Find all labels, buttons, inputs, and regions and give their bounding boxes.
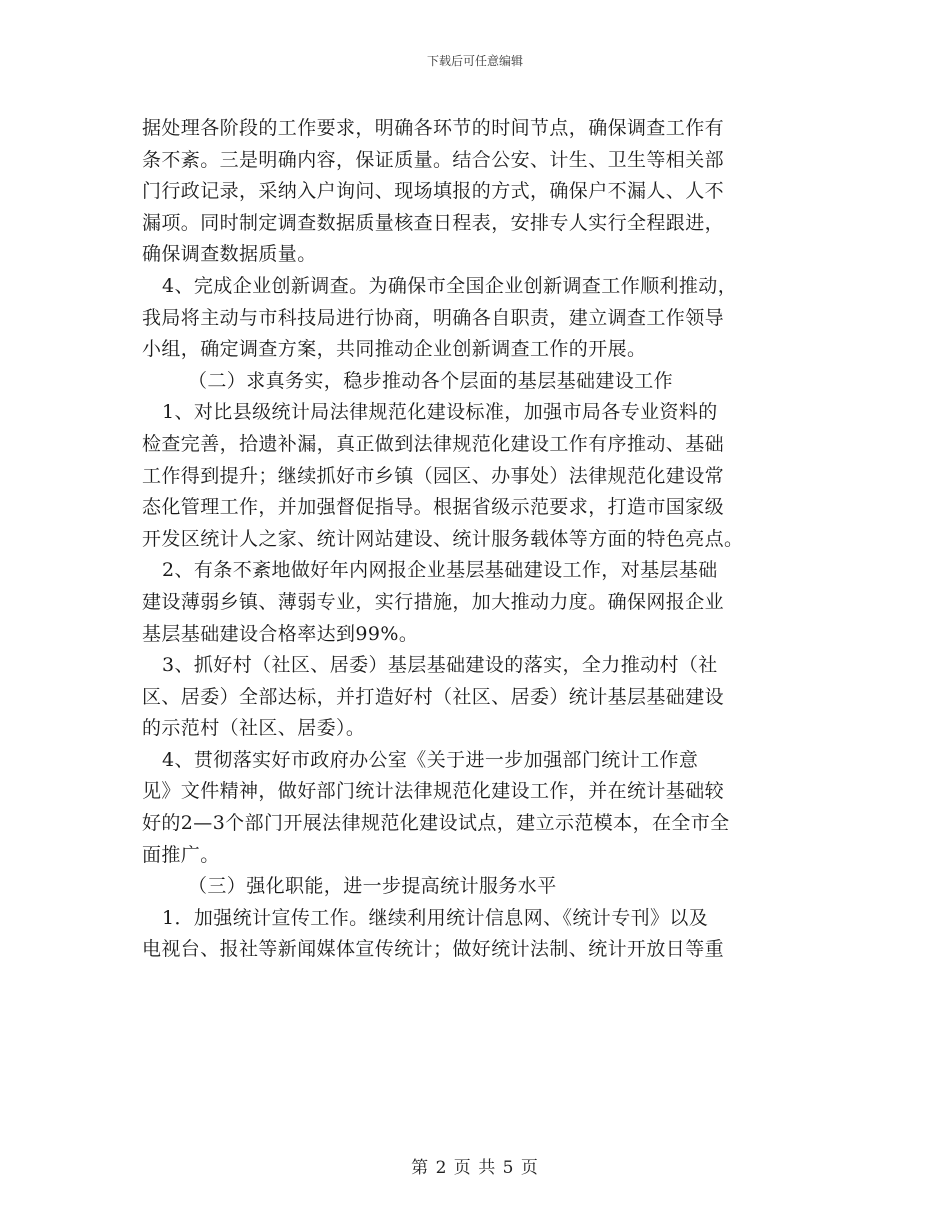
text-line: 态化管理工作，并加强督促指导。根据省级示范要求，打造市国家级: [142, 496, 725, 519]
text-line: 据处理各阶段的工作要求，明确各环节的时间节点，确保调查工作有: [142, 117, 725, 139]
text-line: 4、贯彻落实好市政府办公室《关于进一步加强部门统计工作意: [162, 748, 699, 771]
text-line: 门行政记录，采纳入户询问、现场填报的方式，确保户不漏人、人不: [142, 180, 725, 203]
text-line: 3、抓好村（社区、居委）基层基础建设的落实，全力推动村（社: [162, 654, 718, 677]
text-line: 小组，确定调查方案，共同推动企业创新调查工作的开展。: [142, 338, 647, 361]
text-line: 面推广。: [142, 843, 220, 866]
text-line: 见》文件精神，做好部门统计法律规范化建设工作，并在统计基础较: [142, 780, 725, 803]
text-line: 电视台、报社等新闻媒体宣传统计；做好统计法制、统计开放日等重: [142, 938, 725, 961]
text-line: （三）强化职能，进一步提高统计服务水平: [188, 875, 557, 898]
text-line: 好的2—3个部门开展法律规范化建设试点，建立示范模本，在全市全: [142, 812, 730, 835]
page-header: 下载后可任意编辑: [426, 54, 523, 68]
text-line: （二）求真务实，稳步推动各个层面的基层基础建设工作: [188, 369, 674, 392]
text-line: 我局将主动与市科技局进行协商，明确各自职责，建立调查工作领导: [142, 306, 725, 329]
text-line: 的示范村（社区、居委）。: [142, 717, 366, 740]
text-line: 区、居委）全部达标，并打造好村（社区、居委）统计基层基础建设: [142, 685, 725, 708]
text-line: 1、对比县级统计局法律规范化建设标准，加强市局各专业资料的: [162, 401, 718, 424]
text-line: 确保调查数据质量。: [142, 243, 317, 266]
document-body: [142, 113, 832, 966]
page-footer: 第 2 页 共 5 页: [411, 1158, 539, 1178]
text-line: 基层基础建设合格率达到99%。: [142, 622, 419, 645]
text-line: 开发区统计人之家、统计网站建设、统计服务载体等方面的特色亮点。: [142, 527, 744, 550]
text-line: 建设薄弱乡镇、薄弱专业，实行措施，加大推动力度。确保网报企业: [142, 590, 725, 613]
text-line: 条不紊。三是明确内容，保证质量。结合公安、计生、卫生等相关部: [142, 148, 725, 171]
text-line: 4、完成企业创新调查。为确保市全国企业创新调查工作顺利推动，: [162, 274, 738, 297]
text-line: 漏项。同时制定调查数据质量核查日程表，安排专人实行全程跟进，: [142, 211, 725, 234]
text-line: 1．加强统计宣传工作。继续利用统计信息网、《统计专刊》以及: [162, 906, 709, 929]
text-line: 2、有条不紊地做好年内网报企业基层基础建设工作，对基层基础: [162, 559, 718, 582]
text-line: 检查完善，拾遗补漏，真正做到法律规范化建设工作有序推动、基础: [142, 432, 725, 455]
text-line: 工作得到提升；继续抓好市乡镇（园区、办事处）法律规范化建设常: [142, 464, 725, 487]
